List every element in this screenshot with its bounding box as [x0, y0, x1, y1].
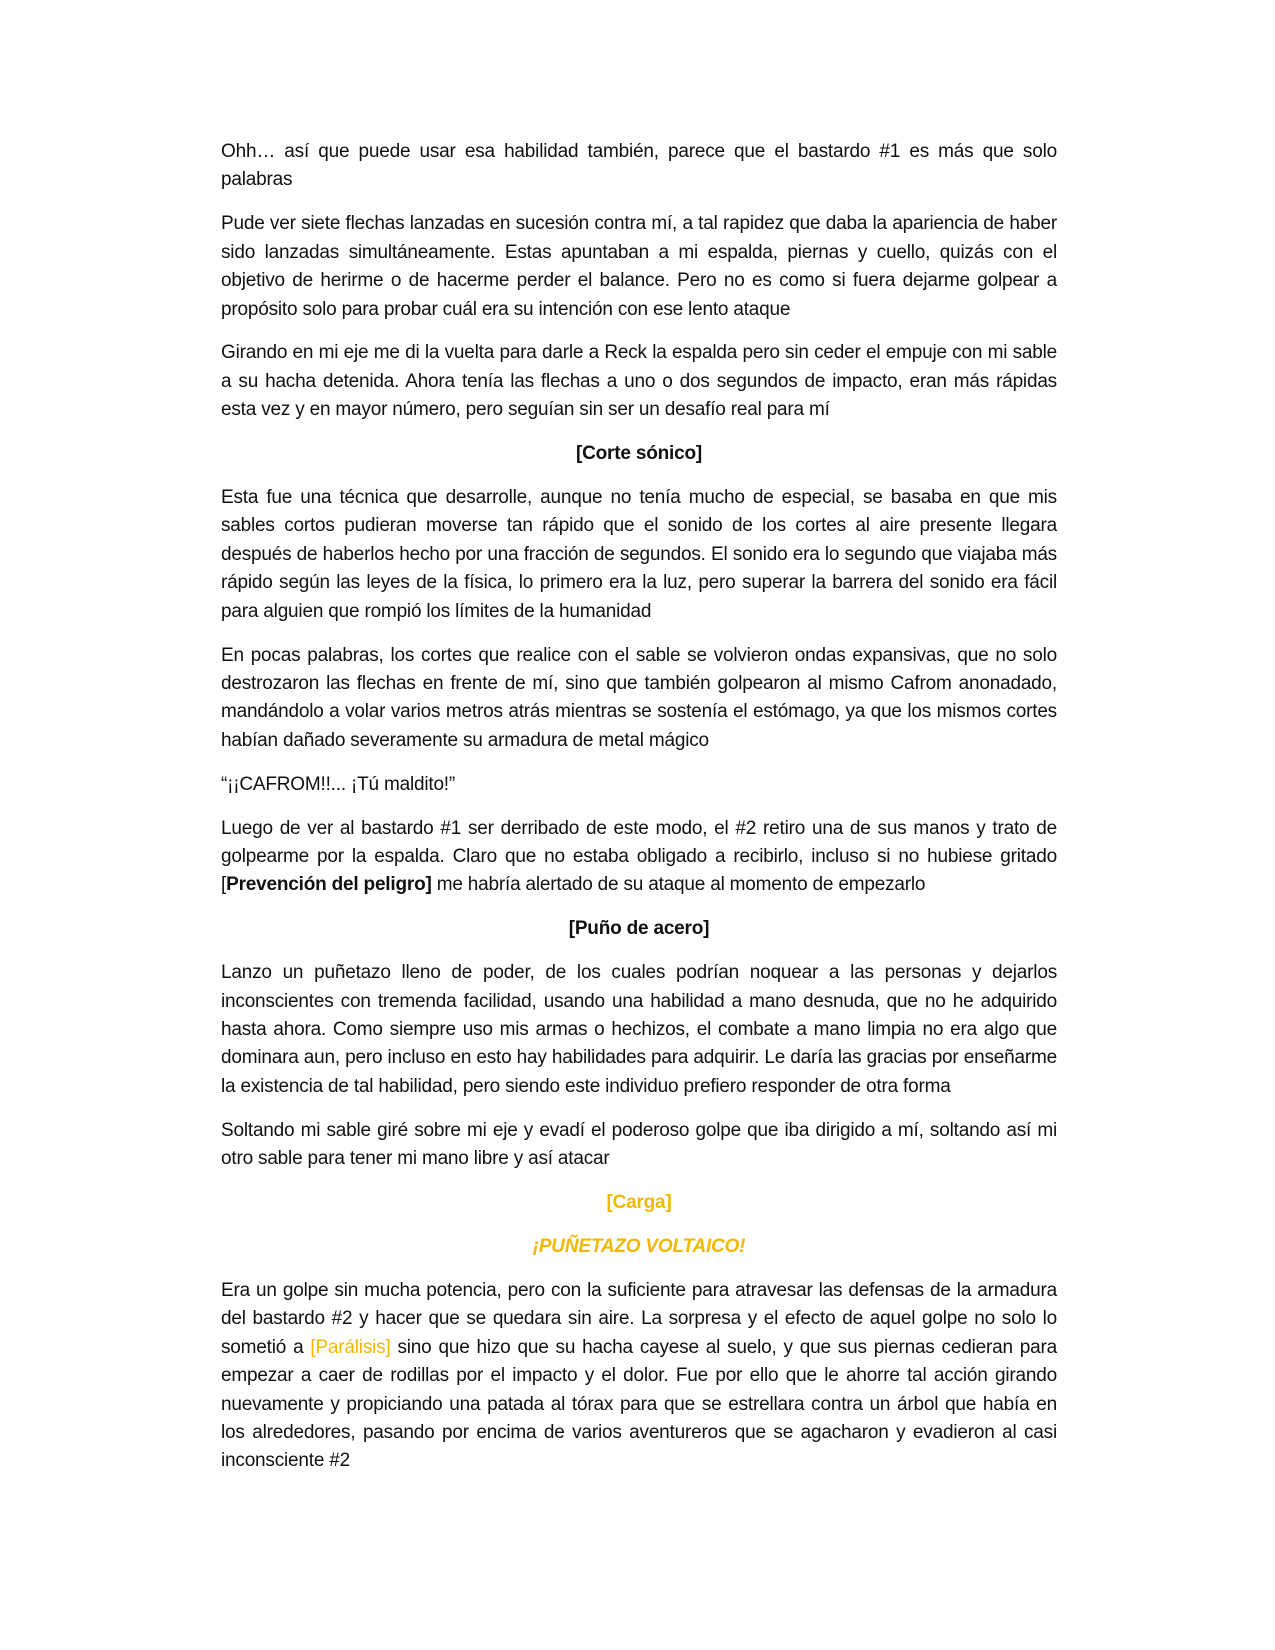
status-effect-highlight: [Parálisis] — [310, 1336, 391, 1358]
skill-heading-carga: [Carga] — [606, 1192, 672, 1214]
paragraph: Girando en mi eje me di la vuelta para darle a Reck la espalda pero sin ceder el empuje con mi sable a su hacha detenida. Ahora tenía las flechas a uno o dos segundos de impacto, eran más rápidas esta vez y en mayor número, pero seguían sin ser un desafío real para mí — [221, 342, 1057, 421]
document-page — [221, 138, 1057, 1491]
skill-heading-punetazo-voltaico: ¡PUÑETAZO VOLTAICO! — [532, 1236, 746, 1257]
skill-heading-puno-de-acero: [Puño de acero] — [568, 918, 710, 940]
paragraph — [221, 815, 1057, 900]
paragraph — [221, 1277, 1057, 1476]
paragraph: Esta fue una técnica que desarrolle, aunque no tenía mucho de especial, se basaba en que mis sables cortos pudieran moverse tan rápido que el sonido de los cortes al aire presente llegara después de haberlos hecho por una fracción de segundos. El sonido era lo segundo que viajaba más rápido según las leyes de la física, lo primero era la luz, pero superar la barrera del sonido era fácil para alguien que rompió los límites de la humanidad — [221, 487, 1057, 622]
paragraph: Soltando mi sable giré sobre mi eje y evadí el poderoso golpe que iba dirigido a mí, soltando así mi otro sable para tener mi mano libre y así atacar — [221, 1119, 1057, 1170]
text-run: Era un golpe sin mucha potencia, pero con la suficiente para atravesar las defensas de la armadura del bastardo #2 y hacer que se quedara sin aire. La sorpresa y el efecto de aquel golpe no solo lo sometió a — [221, 1279, 1057, 1358]
text-run: Luego de ver al bastardo #1 ser derribado de este modo, el #2 retiro una de sus manos y trato de golpearme por la espalda. Claro que no estaba obligado a recibirlo, incluso si no hubiese gritado [ — [221, 817, 1057, 896]
text-run: sino que hizo que su hacha cayese al suelo, y que sus piernas cedieran para empezar a caer de rodillas por el impacto y el dolor. Fue por ello que le ahorre tal acción girando nuevamente y propiciando una patada al tórax para que se estrellara contra un árbol que había en los alrededores, pasando por encima de varios aventureros que se agacharon y evadieron al casi inconsciente #2 — [221, 1336, 1057, 1472]
skill-name-bold: Prevención del peligro] — [226, 874, 432, 896]
dialogue-line: “¡¡CAFROM!!... ¡Tú maldito!” — [221, 773, 456, 795]
text-run: me habría alertado de su ataque al momento de empezarlo — [431, 874, 926, 896]
paragraph: En pocas palabras, los cortes que realice con el sable se volvieron ondas expansivas, que no solo destrozaron las flechas en frente de mí, sino que también golpearon al mismo Cafrom anonadado, mandándolo a volar varios metros atrás mientras se sostenía el estómago, ya que los mismos cortes habían dañado severamente su armadura de metal mágico — [221, 644, 1057, 751]
skill-heading-corte-sonico: [Corte sónico] — [576, 443, 702, 465]
paragraph: Lanzo un puñetazo lleno de poder, de los cuales podrían noquear a las personas y dejarlos inconscientes con tremenda facilidad, usando una habilidad a mano desnuda, que no he adquirido hasta ahora. Como siempre uso mis armas o hechizos, el combate a mano limpia no era algo que dominara aun, pero incluso en esto hay habilidades para adquirir. Le daría las gracias por enseñarme la existencia de tal habilidad, pero siendo este individuo prefiero responder de otra forma — [221, 962, 1057, 1097]
paragraph: Pude ver siete flechas lanzadas en sucesión contra mí, a tal rapidez que daba la apariencia de haber sido lanzadas simultáneamente. Estas apuntaban a mi espalda, piernas y cuello, quizás con el objetivo de herirme o de hacerme perder el balance. Pero no es como si fuera dejarme golpear a propósito solo para probar cuál era su intención con ese lento ataque — [221, 213, 1057, 320]
paragraph: Ohh… así que puede usar esa habilidad también, parece que el bastardo #1 es más que solo palabras — [221, 141, 1057, 191]
